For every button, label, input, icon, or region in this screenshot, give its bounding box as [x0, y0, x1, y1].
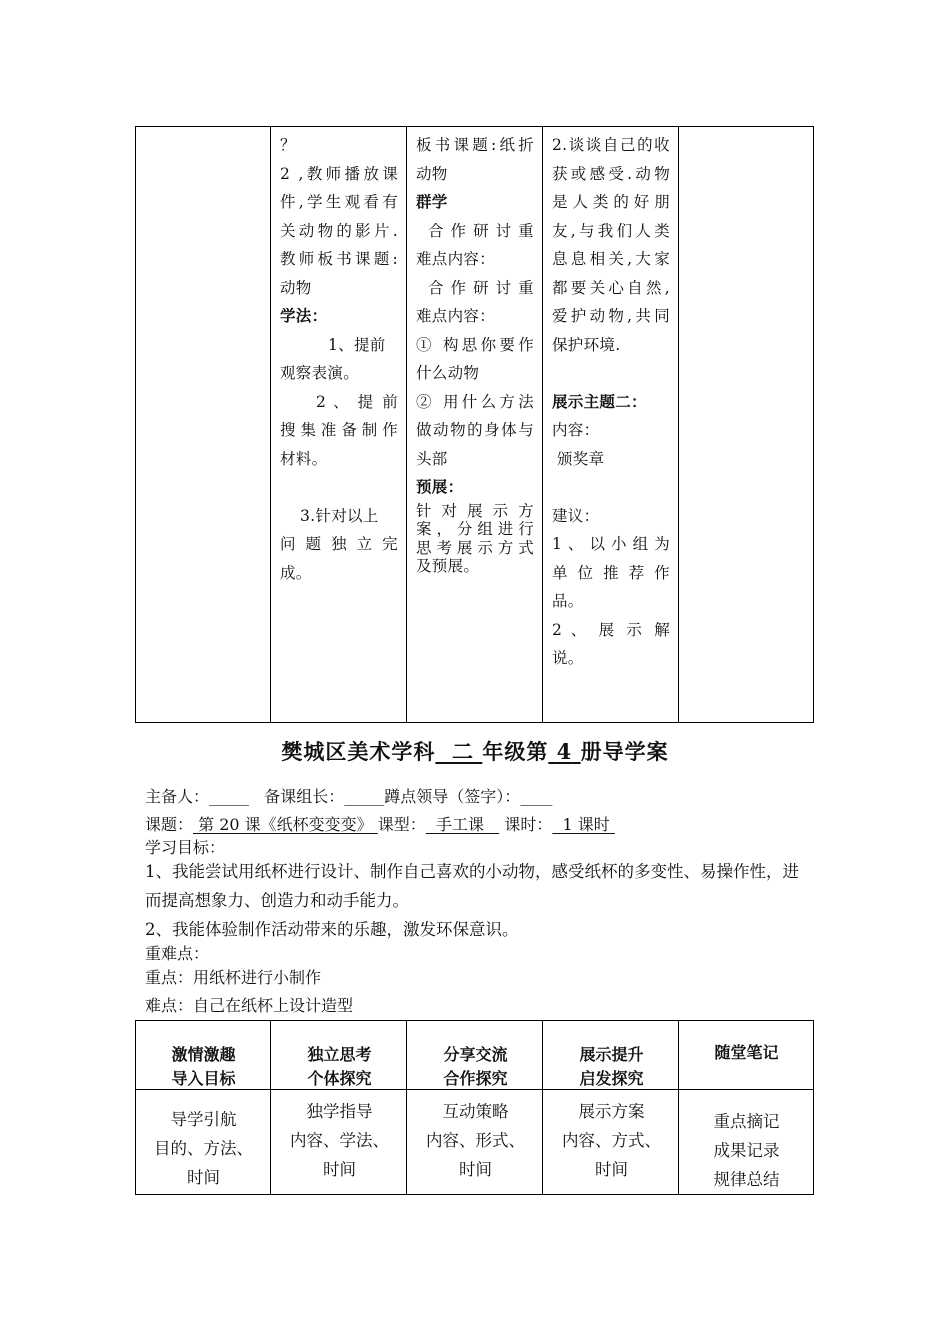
cell-line: 2 ,教师播放课 — [280, 164, 398, 183]
body-cell: 互动策略 内容、形式、 时间 — [426, 1102, 525, 1179]
cell-line: 案，分组进行 — [416, 520, 534, 538]
cell-line: 内容： — [552, 421, 600, 439]
group-study-heading: 群学 — [416, 192, 448, 211]
cell-line: 件,学生观看有 — [280, 193, 398, 211]
header-cell: 展示提升 启发探究 — [579, 1045, 644, 1088]
body-cell: 展示方案 内容、方式、 时间 — [562, 1102, 661, 1179]
cell-line: 动物 — [416, 164, 448, 183]
cell-line: ② 用什么方法 — [416, 392, 534, 411]
cell-line: 什么动物 — [416, 364, 480, 382]
header-cell: 激情激趣 导入目标 — [171, 1045, 236, 1088]
cell-line: 1、以小组为 — [552, 535, 670, 553]
cell-line: 获或感受.动物 — [552, 164, 670, 183]
cell-line: 合作研讨重 — [428, 278, 534, 297]
cell-line: 关动物的影片. — [280, 221, 398, 240]
cell-line: 单 位 推 荐 作 — [552, 563, 670, 582]
cell-line: 做动物的身体与 — [416, 421, 534, 439]
column-divider — [270, 127, 271, 722]
learning-steps-table — [135, 1020, 814, 1195]
key-point: 重点：用纸杯进行小制作 — [145, 968, 322, 987]
title-grade: 二 — [452, 739, 475, 764]
period-label: 课时： — [504, 815, 553, 834]
main-preparer-label: 主备人： — [145, 787, 210, 806]
cell-line: 思考展示方式 — [416, 538, 534, 557]
cell-line: 是人类的好朋 — [552, 193, 670, 211]
cell-line: 动物 — [280, 278, 312, 297]
column-divider — [678, 127, 679, 722]
lesson-type-value: 手工课 — [435, 815, 484, 834]
cell-line: 说。 — [552, 649, 584, 667]
difficult-point: 难点：自己在纸杯上设计造型 — [145, 996, 354, 1015]
key-points-heading: 重难点： — [145, 944, 210, 963]
header-cell: 随堂笔记 — [714, 1043, 779, 1062]
cell-line: 建议： — [552, 506, 600, 525]
study-method-heading: 学法： — [280, 306, 328, 325]
goals-heading: 学习目标： — [145, 838, 226, 857]
column-divider — [406, 127, 407, 722]
lesson-info-line — [145, 813, 615, 837]
cell-line: 爱护动物,共同 — [552, 307, 670, 325]
cell-line: ？ — [280, 136, 296, 154]
topic-value: 第 20 课《纸杯变变变》 — [198, 815, 373, 834]
title-prefix: 樊城区美术学科 — [281, 739, 436, 764]
group-leader-blank: _____ — [344, 787, 385, 806]
cell-line: 2 、 展 示 解 — [552, 620, 670, 639]
cell-line: 成。 — [280, 563, 312, 582]
cell-line: 教师板书课题: — [280, 250, 398, 268]
cell-line: 及预展。 — [416, 557, 480, 575]
presentation-theme-heading: 展示主题二： — [552, 391, 647, 411]
cell-line: 保护环境. — [552, 335, 621, 354]
cell-line: 合作研讨重 — [428, 221, 534, 240]
title-mid: 年级第 — [482, 739, 549, 764]
supervisor-blank: ____ — [520, 787, 553, 806]
cell-line: 难点内容： — [416, 307, 496, 325]
title-book: 4 — [556, 739, 573, 764]
cell-line: 头部 — [416, 449, 448, 468]
cell-line: 问 题 独 立 完 — [280, 535, 398, 553]
column-divider — [542, 127, 543, 722]
group-study-cell — [416, 131, 534, 576]
cell-line: 友,与我们人类 — [552, 221, 670, 240]
topic-label: 课题： — [145, 815, 194, 834]
preparers-line — [145, 785, 552, 809]
period-value: 1 课时 — [562, 815, 610, 834]
cell-line: 2.谈谈自己的收 — [552, 136, 670, 154]
title-suffix: 册导学案 — [580, 739, 669, 764]
cell-line: 1、提前 — [328, 335, 386, 354]
preview-heading: 预展： — [416, 477, 464, 496]
supervisor-label: 蹲点领导（签字）： — [384, 787, 521, 806]
individual-study-cell — [280, 131, 398, 587]
cell-line: 针 对 展 示 方 — [416, 501, 534, 520]
cell-line: 难点内容： — [416, 250, 496, 268]
body-cell: 导学引航 目的、方法、 时间 — [154, 1110, 253, 1187]
body-cell: 独学指导 内容、学法、 时间 — [290, 1102, 389, 1179]
lesson-table-continued — [135, 126, 814, 723]
main-preparer-blank: _____ — [209, 787, 250, 806]
page-title — [0, 736, 950, 766]
presentation-cell — [552, 131, 670, 673]
cell-line: 2 、 提 前 — [316, 392, 398, 411]
group-leader-label: 备课组长： — [264, 787, 345, 806]
goal-item: 1、我能尝试用纸杯进行设计、制作自己喜欢的小动物，感受纸杯的多变性、易操作性，进而提高想象力、创造力和动手能力。 — [145, 862, 799, 910]
cell-line: 搜集准备制作 — [280, 421, 398, 439]
cell-line: 都要关心自然, — [552, 278, 670, 297]
goal-item: 2、我能体验制作活动带来的乐趣，激发环保意识。 — [145, 920, 519, 939]
cell-line: 颁奖章 — [557, 449, 605, 468]
header-cell: 独立思考 个体探究 — [307, 1045, 372, 1088]
cell-line: 观察表演。 — [280, 364, 360, 382]
lesson-type-label: 课型： — [377, 815, 426, 834]
cell-line: 板书课题:纸折 — [416, 136, 534, 154]
cell-line: ① 构思你要作 — [416, 335, 534, 354]
body-cell: 重点摘记 成果记录 规律总结 — [713, 1112, 780, 1189]
header-cell: 分享交流 合作探究 — [443, 1045, 508, 1088]
cell-line: 品。 — [552, 592, 584, 610]
cell-line: 材料。 — [280, 449, 328, 468]
cell-line: 息息相关,大家 — [552, 250, 670, 268]
cell-line: 3.针对以上 — [300, 506, 379, 525]
